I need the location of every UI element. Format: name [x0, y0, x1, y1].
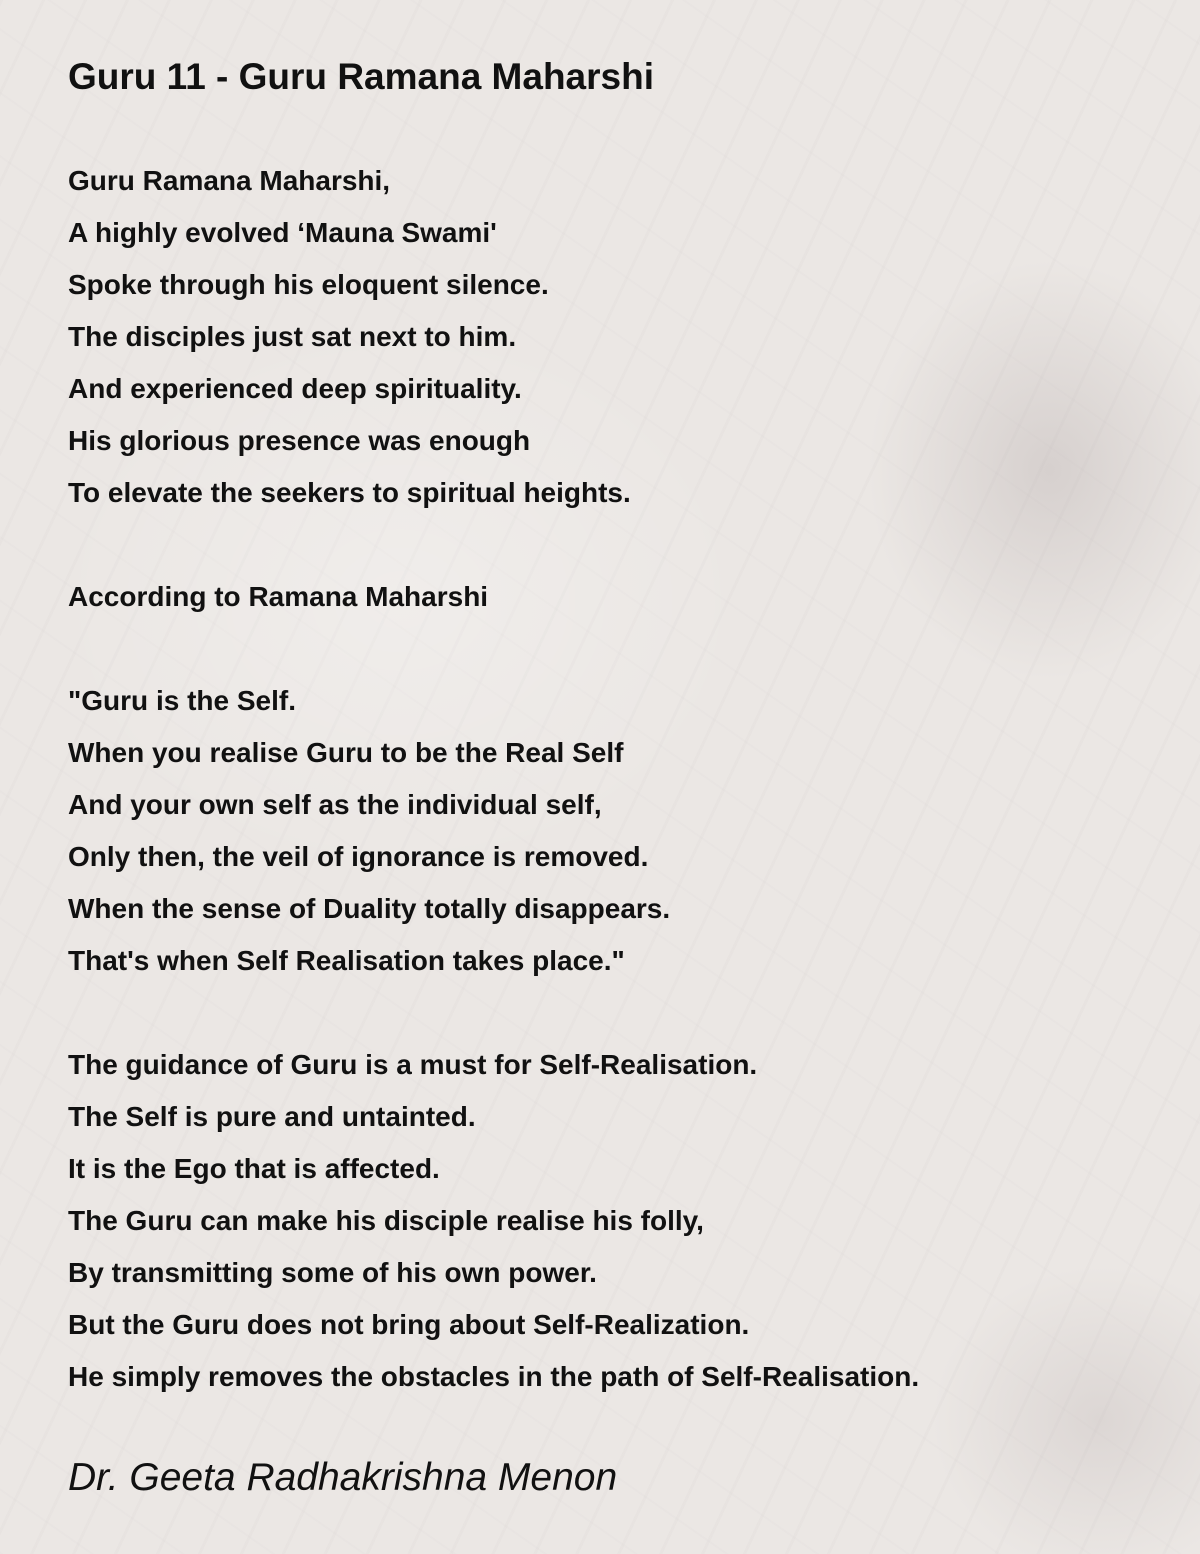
poem-line: And experienced deep spirituality. — [68, 373, 522, 404]
poem-line: That's when Self Realisation takes place." — [68, 945, 625, 976]
author-name: Dr. Geeta Radhakrishna Menon — [68, 1456, 618, 1499]
poem-line: The guidance of Guru is a must for Self-Realisation. — [68, 1049, 758, 1080]
poem-line: By transmitting some of his own power. — [68, 1257, 597, 1288]
stanza — [68, 155, 1168, 519]
poem-line: The Guru can make his disciple realise his folly, — [68, 1205, 704, 1236]
poem-line: And your own self as the individual self, — [68, 789, 602, 820]
stanza — [68, 675, 1168, 987]
poem-line: When the sense of Duality totally disappears. — [68, 893, 671, 924]
poem-line: It is the Ego that is affected. — [68, 1153, 440, 1184]
poem-title: Guru 11 - Guru Ramana Maharshi — [68, 56, 654, 97]
poem-line: Only then, the veil of ignorance is removed. — [68, 841, 649, 872]
poem-line: He simply removes the obstacles in the path of Self-Realisation. — [68, 1361, 920, 1392]
stanza — [68, 1039, 1168, 1403]
poem-line: A highly evolved ‘Mauna Swami' — [68, 217, 497, 248]
poem-line: The Self is pure and untainted. — [68, 1101, 476, 1132]
poem-line: When you realise Guru to be the Real Self — [68, 737, 624, 768]
poem-line: To elevate the seekers to spiritual heights. — [68, 477, 631, 508]
poem-line: According to Ramana Maharshi — [68, 581, 489, 612]
stanza — [68, 571, 1168, 623]
poem-line: Guru Ramana Maharshi, — [68, 165, 391, 196]
poem-body — [68, 155, 1168, 1455]
poem-line: His glorious presence was enough — [68, 425, 531, 456]
poem-line: "Guru is the Self. — [68, 685, 296, 716]
poem-line: The disciples just sat next to him. — [68, 321, 517, 352]
poem-line: But the Guru does not bring about Self-Realization. — [68, 1309, 750, 1340]
poem-line: Spoke through his eloquent silence. — [68, 269, 549, 300]
